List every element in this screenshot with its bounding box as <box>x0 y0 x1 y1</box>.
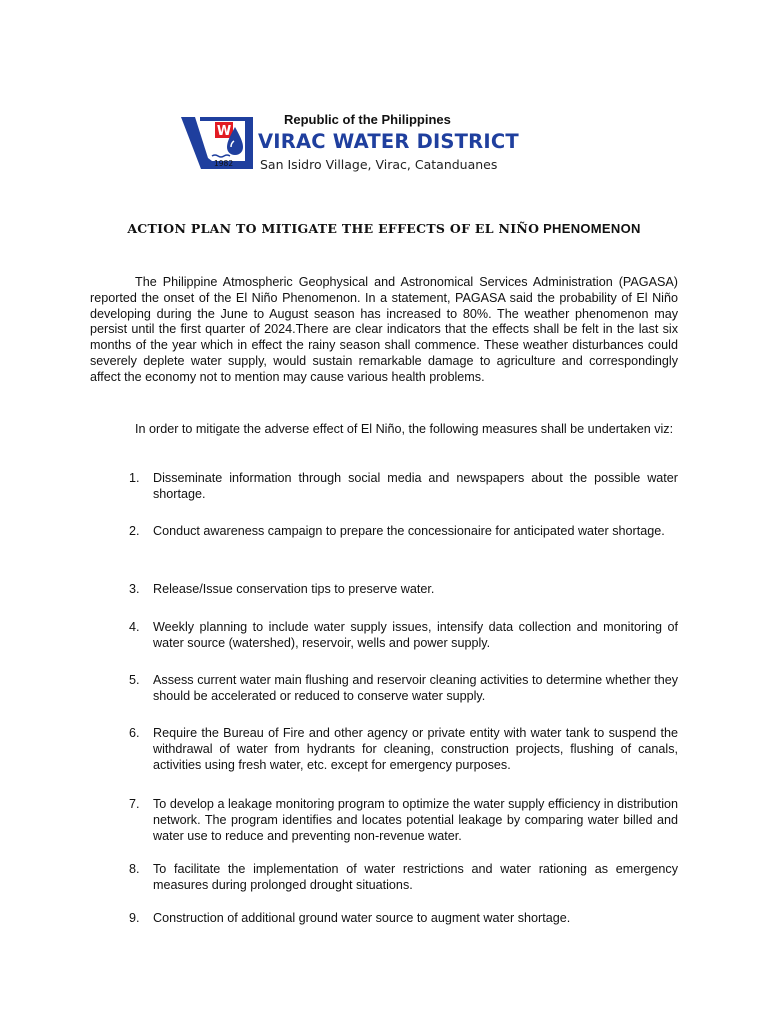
district-address: San Isidro Village, Virac, Catanduanes <box>260 157 498 172</box>
list-item-text: Assess current water main flushing and reservoir cleaning activities to determine whether they should be accelerated or reduced to conserve water supply. <box>153 673 678 703</box>
list-item-text: Release/Issue conservation tips to preserve water. <box>153 582 435 596</box>
list-item-number: 7. <box>129 797 140 811</box>
republic-heading: Republic of the Philippines <box>284 112 451 127</box>
lead-in-paragraph <box>90 422 678 438</box>
list-item-number: 3. <box>129 582 140 596</box>
document-title-part1: ACTION PLAN TO MITIGATE THE EFFECTS OF EL NIÑO <box>127 221 540 236</box>
svg-text:W: W <box>216 124 232 139</box>
intro-paragraph-text: The Philippine Atmospheric Geophysical and Astronomical Services Administration (PAGASA) reported the onset of the El Niño Phenomenon. In a statement, PAGASA said the probability of El Niño developing during the June to August season has increased to 80%. The weather phenomenon may persist until the first quarter of 2024.There are clear indicators that the effects shall be felt in the last six months of the year which in effect the rainy season shall commence. These weather disturbances could severely deplete water supply, would sustain remarkable damage to agriculture and correspondingly affect the economy not to mention may cause various health problems. <box>90 275 678 384</box>
water-district-logo <box>181 114 253 172</box>
list-item <box>90 673 678 705</box>
document-title-part2: PHENOMENON <box>543 221 641 236</box>
letterhead <box>0 0 768 190</box>
list-item-text: Require the Bureau of Fire and other agency or private entity with water tank to suspend the withdrawal of water from hydrants for cleaning, construction projects, flushing of canals, activities using fresh water, etc. except for emergency purposes. <box>153 726 678 772</box>
list-item-number: 8. <box>129 862 140 876</box>
list-item <box>90 911 678 927</box>
list-item-number: 2. <box>129 524 140 538</box>
list-item-text: Conduct awareness campaign to prepare the concessionaire for anticipated water shortage. <box>153 524 665 538</box>
list-item-number: 6. <box>129 726 140 740</box>
list-item <box>90 620 678 652</box>
list-item <box>90 524 678 540</box>
list-item <box>90 471 678 503</box>
intro-paragraph <box>90 275 678 386</box>
list-item-text: To develop a leakage monitoring program to optimize the water supply efficiency in distribution network. The program identifies and locates potential leakage by comparing water billed and water use to reduce and preventing non-revenue water. <box>153 797 678 843</box>
organization-block <box>258 111 519 175</box>
list-item-text: To facilitate the implementation of water restrictions and water rationing as emergency measures during prolonged drought situations. <box>153 862 678 892</box>
list-item-number: 9. <box>129 911 140 925</box>
list-item-text: Disseminate information through social media and newspapers about the possible water shortage. <box>153 471 678 501</box>
list-item-text: Weekly planning to include water supply issues, intensify data collection and monitoring of water source (watershed), reservoir, wells and power supply. <box>153 620 678 650</box>
list-item <box>90 726 678 773</box>
list-item-number: 4. <box>129 620 140 634</box>
list-item <box>90 797 678 844</box>
lead-in-paragraph-text: In order to mitigate the adverse effect of El Niño, the following measures shall be undertaken viz: <box>135 422 674 436</box>
list-item <box>90 862 678 894</box>
list-item-number: 5. <box>129 673 140 687</box>
document-title <box>0 221 768 236</box>
list-item-text: Construction of additional ground water source to augment water shortage. <box>153 911 571 925</box>
list-item <box>90 582 678 598</box>
list-item-number: 1. <box>129 471 140 485</box>
logo-year: 1982 <box>214 159 234 168</box>
district-name: VIRAC WATER DISTRICT <box>258 130 519 153</box>
